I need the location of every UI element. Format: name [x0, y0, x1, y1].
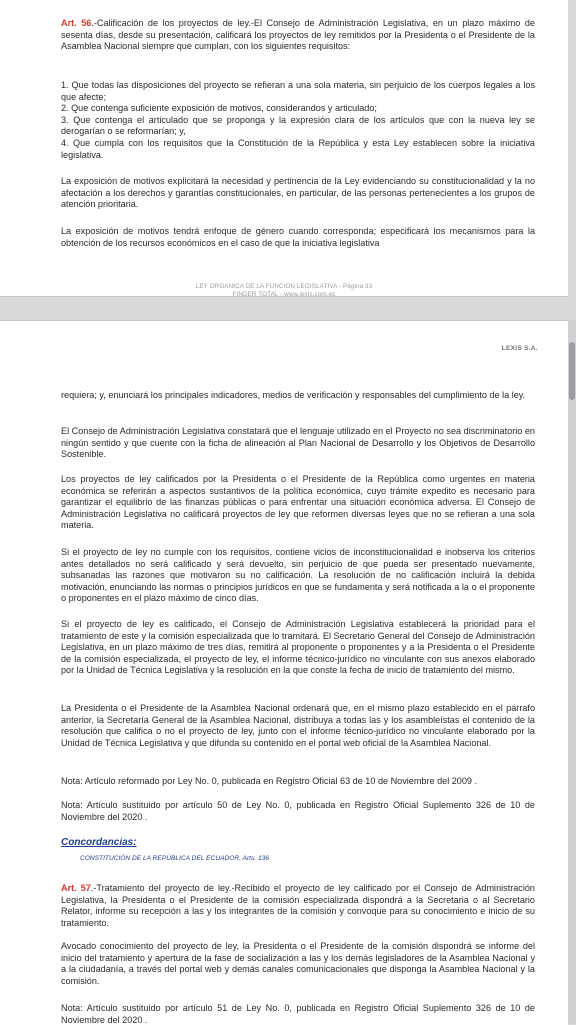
- reform-note: Nota: Artículo sustituido por artículo 50 de Ley No. 0, publicada en Registro Oficial Suplemento 326 de 10 de Noviembre del 2020 .: [61, 800, 535, 822]
- article-56-label: Art. 56: [61, 18, 92, 28]
- document-page-34: [0, 320, 568, 1025]
- publisher-header: LEXIS S.A.: [501, 345, 538, 352]
- list-item: 1. Que todas las disposiciones del proyecto se refieran a una sola materia, sin perjuicio de los cuerpos legales a los que afecte;: [61, 80, 535, 102]
- requirements-list: [61, 80, 535, 161]
- paragraph: La exposición de motivos tendrá enfoque de género cuando corresponda; especificará los mecanismos para la obtención de los recursos económicos en el caso de que la iniciativa legislativa: [61, 226, 535, 248]
- article-56-heading-text: .-Calificación de los proyectos de ley.-El Consejo de Administración Legislativa, en un plazo máximo de sesenta días, desde su presentación, calificará los proyectos de ley remitidos por la Presidenta o el Presidente de la Asamblea Nacional siempre que cumplan, con los siguientes requisitos:: [61, 18, 535, 52]
- concordancias-link[interactable]: Concordancias:: [61, 837, 137, 848]
- article-57-heading-text: .-Tratamiento del proyecto de ley.-Recibido el proyecto de ley calificado por el Consejo de Administración Legislativa, la Presidenta o el Presidente de la comisión especializada dispondrá a la Secretaria o al Secretario Relator, informe su recepción a las y los integrantes de la comisión y convoque para su conocimiento e inicio de su tratamiento.: [61, 883, 535, 928]
- paragraph: El Consejo de Administración Legislativa constatará que el lenguaje utilizado en el Proyecto no sea discriminatorio en ningún sentido y que cuente con la ficha de alineación al Plan Nacional de Desarrollo y los Objetivos de Desarrollo Sostenible.: [61, 426, 535, 460]
- list-item: 4. Que cumpla con los requisitos que la Constitución de la República y esta Ley establecen sobre la iniciativa legislativa.: [61, 137, 535, 160]
- reform-note: Nota: Artículo sustituido por artículo 51 de Ley No. 0, publicada en Registro Oficial Suplemento 326 de 10 de Noviembre del 2020 .: [61, 1003, 535, 1025]
- paragraph: La Presidenta o el Presidente de la Asamblea Nacional ordenará que, en el mismo plazo establecido en el párrafo anterior, la Secretaría General de la Asamblea Nacional, distribuya a todas las y los asambleístas el contenido de la resolución que califica o no el proyecto de ley, junto con el informe técnico-jurídico no vinculante elaborado por la Unidad de Técnica Legislativa y que difunda su contenido en el portal web oficial de la Asamblea Nacional.: [61, 703, 535, 748]
- page-footer-source: FINDER TOTAL - www.lexis.com.ec: [232, 291, 336, 297]
- paragraph: Los proyectos de ley calificados por la Presidenta o el Presidente de la República como urgentes en materia económica se referirán a aspectos sustantivos de la política económica, cuyo trámite expedito es necesario para garantizar el equilibrio de las finanzas públicas o para enfrentar una situación económica adversa. El Consejo de Administración Legislativa no calificará proyectos de ley que reformen diversas leyes que no se refieran a una sola materia.: [61, 474, 535, 531]
- list-item: 2. Que contenga suficiente exposición de motivos, considerandos y articulado;: [61, 103, 377, 114]
- document-page-33: [0, 0, 568, 297]
- paragraph: La exposición de motivos explicitará la necesidad y pertinencia de la Ley evidenciando su constitucionalidad y la no afectación a los derechos y garantías constitucionales, en particular, de las personas pertenecientes a los grupos de atención prioritaria.: [61, 176, 535, 210]
- page-footer-title: LEY ORGANICA DE LA FUNCION LEGISLATIVA - Página 33: [195, 283, 373, 290]
- article-56-heading: [61, 18, 535, 53]
- paragraph: Si el proyecto de ley no cumple con los requisitos, contiene vicios de inconstitucionalidad e inobserva los criterios antes detallados no será calificado y será devuelto, sin perjuicio de que pueda ser presentado nuevamente, subsanadas las razones que motivaron su no calificación. La resolución de no calificación incluirá la debida motivación, enunciando las normas o principios jurídicos en que se fundamenta y será notificada a la o el proponente o proponentes en el plazo máximo de cinco días.: [61, 547, 535, 604]
- scrollbar-thumb[interactable]: [569, 342, 575, 400]
- article-57-label: Art. 57: [61, 883, 91, 893]
- paragraph: requiera; y, enunciará los principales indicadores, medios de verificación y responsables del cumplimiento de la ley.: [61, 390, 526, 400]
- article-57-heading: [61, 883, 535, 929]
- reform-note: Nota: Artículo reformado por Ley No. 0, publicada en Registro Oficial 63 de 10 de Noviembre del 2009 .: [61, 776, 478, 786]
- paragraph: Si el proyecto de ley es calificado, el Consejo de Administración Legislativa establecerá la prioridad para el tratamiento de este y la comisión especializada que lo tramitará. El Secretario General del Consejo de Administración Legislativa, en un plazo máximo de tres días, remitirá al proponente o proponentes y a la Presidenta o el Presidente de la comisión especializada, el proyecto de ley, el informe técnico-jurídico no vinculante con sus anexos elaborado por la Unidad de Técnica Legislativa y la resolución en la que conste la fecha de inicio de tratamiento del mismo.: [61, 619, 535, 676]
- paragraph: Avocado conocimiento del proyecto de ley, la Presidenta o el Presidente de la comisión dispondrá se informe del inicio del tratamiento y apertura de la fase de socialización a las y los demás legisladores de la Asamblea Nacional y a la ciudadanía, a través del portal web y demás canales comunicacionales que disponga la Asamblea Nacional y la comisión.: [61, 941, 535, 986]
- list-item: 3. Que contenga el articulado que se proponga y la expresión clara de los artículos que con la nueva ley se derogarían o se reformarían; y,: [61, 114, 535, 137]
- scrollbar[interactable]: [568, 320, 576, 1024]
- concordancia-reference[interactable]: CONSTITUCIÓN DE LA REPÚBLICA DEL ECUADOR, Arts. 136: [80, 855, 269, 862]
